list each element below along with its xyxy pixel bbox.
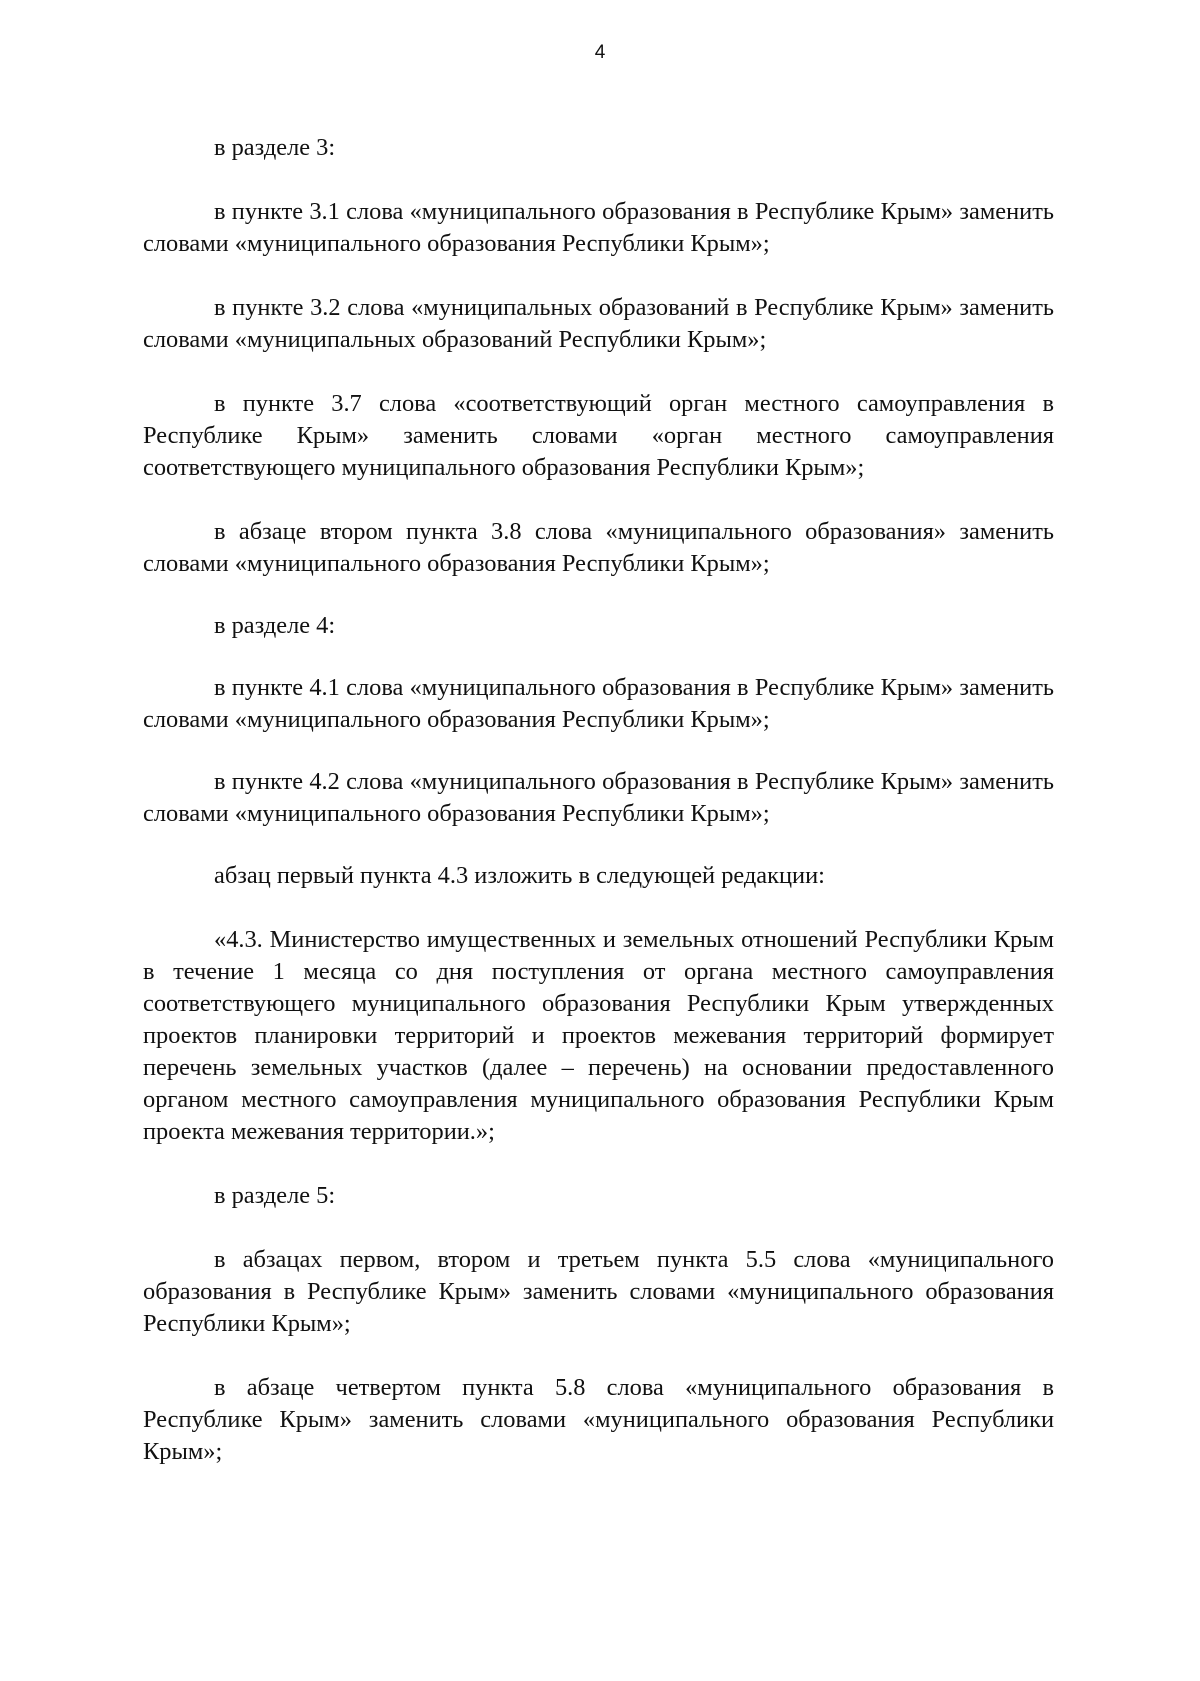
paragraph-item-3-2: в пункте 3.2 слова «муниципальных образований в Республике Крым» заменить словами «муниципальных образований Республики Крым»; — [143, 294, 1054, 353]
paragraph-item-5-8: в абзаце четвертом пункта 5.8 слова «муниципального образования в Республике Крым» заменить словами «муниципального образования Республики Крым»; — [143, 1374, 1054, 1465]
paragraph-item-4-1: в пункте 4.1 слова «муниципального образования в Республике Крым» заменить словами «муниципального образования Республики Крым»; — [143, 674, 1054, 733]
paragraph-item-4-3-intro: абзац первый пункта 4.3 изложить в следующей редакции: — [214, 862, 825, 889]
paragraph-item-4-3-text: «4.3. Министерство имущественных и земельных отношений Республики Крым в течение 1 месяца со дня поступления от органа местного самоуправления соответствующего муниципального образования Республики Крым утвержденных проектов планировки территорий и проектов межевания территорий формирует перечень земельных участков (далее – перечень) на основании предоставленного органом местного самоуправления муниципального образования Республики Крым проекта межевания территории.»; — [143, 926, 1054, 1145]
paragraph-item-5-5: в абзацах первом, втором и третьем пункта 5.5 слова «муниципального образования в Республике Крым» заменить словами «муниципального образования Республики Крым»; — [143, 1246, 1054, 1337]
paragraph-section-4-heading: в разделе 4: — [214, 612, 336, 639]
document-body — [143, 132, 1054, 1468]
paragraph-section-5-heading: в разделе 5: — [214, 1182, 336, 1209]
paragraph-item-3-7: в пункте 3.7 слова «соответствующий орган местного самоуправления в Республике Крым» заменить словами «орган местного самоуправления соответствующего муниципального образования Республики Крым»; — [143, 390, 1054, 481]
paragraph-item-4-2: в пункте 4.2 слова «муниципального образования в Республике Крым» заменить словами «муниципального образования Республики Крым»; — [143, 768, 1054, 827]
paragraph-section-3-heading: в разделе 3: — [214, 134, 336, 161]
paragraph-item-3-8: в абзаце втором пункта 3.8 слова «муниципального образования» заменить словами «муниципального образования Республики Крым»; — [143, 518, 1054, 577]
paragraph-item-3-1: в пункте 3.1 слова «муниципального образования в Республике Крым» заменить словами «муниципального образования Республики Крым»; — [143, 198, 1054, 257]
page-number: 4 — [594, 42, 606, 63]
